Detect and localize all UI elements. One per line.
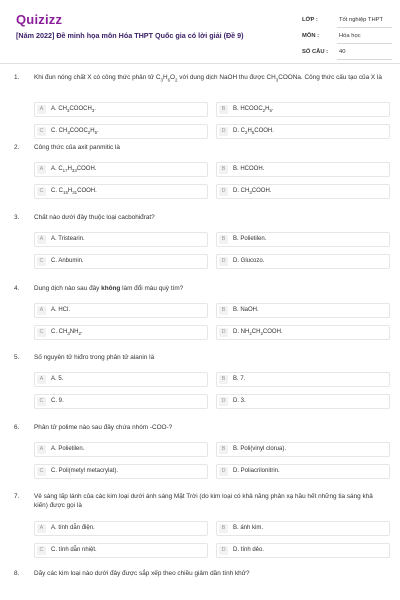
option-letter-badge: A — [37, 445, 46, 454]
option-letter-badge: B — [219, 306, 228, 315]
option-letter-badge: B — [219, 105, 228, 114]
answer-option-a[interactable] — [34, 442, 208, 457]
option-text: B. NaOH. — [233, 307, 259, 313]
answer-option-a[interactable] — [34, 102, 208, 117]
option-text: A. $CH_3COOCH_3$. — [51, 106, 96, 114]
option-letter-badge: A — [37, 524, 46, 533]
option-text: A. tính dẫn điện. — [51, 525, 95, 531]
answer-option-a[interactable] — [34, 303, 208, 318]
answer-option-d[interactable] — [216, 394, 390, 409]
answer-option-c[interactable] — [34, 543, 208, 558]
option-letter-badge: C — [37, 546, 46, 555]
option-text: D. Glucozo. — [233, 258, 265, 264]
question-number: 4. — [14, 285, 20, 292]
option-letter-badge: A — [37, 306, 46, 315]
option-letter-badge: B — [219, 445, 228, 454]
answer-option-c[interactable] — [34, 464, 208, 479]
answer-option-b[interactable] — [216, 442, 390, 457]
worksheet-meta — [302, 14, 392, 62]
answer-option-a[interactable] — [34, 232, 208, 247]
option-text: B. Polietilen. — [233, 236, 267, 242]
question-1 — [0, 74, 400, 136]
option-text: B. Poli(vinyl clorua). — [233, 446, 287, 452]
question-6 — [0, 424, 400, 474]
option-letter-badge: D — [219, 546, 228, 555]
question-3 — [0, 214, 400, 264]
question-text: Khi đun nóng chất X có công thức phân tử $C_3H_6O_2$ với dung dịch NaOH thu được $CH_3COONa$. Công thức cấu tạo của X là — [34, 74, 382, 83]
meta-value: 40 — [339, 49, 346, 55]
option-text: C. tính dẫn nhiệt. — [51, 547, 97, 553]
question-number: 2. — [14, 144, 20, 151]
header-divider — [0, 63, 400, 64]
answer-option-c[interactable] — [34, 325, 208, 340]
answer-option-c[interactable] — [34, 124, 208, 139]
option-text: C. 9. — [51, 398, 64, 404]
worksheet-header — [0, 0, 400, 60]
option-letter-badge: D — [219, 257, 228, 266]
meta-underline — [337, 27, 392, 28]
option-text: A. Polietilen. — [51, 446, 85, 452]
option-text: C. $CH_3COOC_2H_5$. — [51, 128, 99, 136]
answer-option-d[interactable] — [216, 254, 390, 269]
option-text: B. 7. — [233, 376, 246, 382]
question-number: 7. — [14, 493, 20, 500]
meta-underline — [337, 59, 392, 60]
option-text: D. tính dẻo. — [233, 547, 265, 553]
answer-option-a[interactable] — [34, 521, 208, 536]
option-letter-badge: D — [219, 397, 228, 406]
question-4 — [0, 285, 400, 337]
option-letter-badge: C — [37, 397, 46, 406]
option-text: A. 5. — [51, 376, 64, 382]
option-text: D. 3. — [233, 398, 246, 404]
answer-option-c[interactable] — [34, 184, 208, 199]
quizizz-logo: Quizizz — [16, 12, 63, 27]
answer-option-d[interactable] — [216, 325, 390, 340]
question-2 — [0, 144, 400, 196]
question-number: 5. — [14, 354, 20, 361]
option-letter-badge: D — [219, 127, 228, 136]
answer-option-d[interactable] — [216, 543, 390, 558]
option-letter-badge: A — [37, 105, 46, 114]
meta-underline — [337, 43, 392, 44]
question-text: Số nguyên tử hiđro trong phân tử alanin là — [34, 354, 155, 361]
option-letter-badge: C — [37, 257, 46, 266]
option-text: B. $HCOOC_2H_5$. — [233, 106, 274, 114]
meta-key: SỐ CÂU : — [302, 49, 329, 55]
answer-option-b[interactable] — [216, 162, 390, 177]
meta-key: LỚP : — [302, 17, 318, 23]
option-text: A. HCl. — [51, 307, 71, 313]
option-letter-badge: C — [37, 328, 46, 337]
question-number: 6. — [14, 424, 20, 431]
question-text: Công thức của axit panmitic là — [34, 144, 120, 151]
answer-option-c[interactable] — [34, 394, 208, 409]
answer-option-b[interactable] — [216, 102, 390, 117]
option-text: D. $CH_3COOH$. — [233, 188, 272, 196]
option-text: B. HCOOH. — [233, 166, 265, 172]
option-text: D. $C_2H_5COOH$. — [233, 128, 274, 136]
option-text: B. ánh kim. — [233, 525, 264, 531]
option-letter-badge: A — [37, 375, 46, 384]
option-letter-badge: B — [219, 524, 228, 533]
option-text: C. Poli(metyl metacrylat). — [51, 468, 119, 474]
meta-value: Hóa học — [339, 33, 361, 39]
question-number: 3. — [14, 214, 20, 221]
question-number: 1. — [14, 74, 20, 81]
meta-row-count — [302, 46, 392, 62]
option-letter-badge: C — [37, 467, 46, 476]
question-number: 8. — [14, 570, 20, 577]
option-letter-badge: D — [219, 187, 228, 196]
option-text: A. Tristearin. — [51, 236, 85, 242]
meta-key: MÔN : — [302, 33, 320, 39]
option-letter-badge: B — [219, 375, 228, 384]
answer-option-d[interactable] — [216, 124, 390, 139]
option-letter-badge: A — [37, 165, 46, 174]
option-letter-badge: C — [37, 127, 46, 136]
meta-value: Tốt nghiệp THPT — [339, 17, 384, 23]
answer-option-b[interactable] — [216, 232, 390, 247]
question-text: Chất nào dưới đây thuộc loại cacbohiđrat? — [34, 214, 155, 221]
answer-option-a[interactable] — [34, 372, 208, 387]
meta-row-class — [302, 14, 392, 30]
option-letter-badge: D — [219, 467, 228, 476]
question-5 — [0, 354, 400, 404]
option-letter-badge: B — [219, 165, 228, 174]
option-letter-badge: C — [37, 187, 46, 196]
option-text: C. Anbumin. — [51, 258, 84, 264]
meta-row-subject — [302, 30, 392, 46]
option-text: C. $C_{15}H_{31}COOH$. — [51, 188, 97, 196]
option-letter-badge: B — [219, 235, 228, 244]
answer-option-d[interactable] — [216, 184, 390, 199]
question-text: Dung dịch nào sau đây không làm đổi màu quỳ tím? — [34, 285, 184, 292]
option-letter-badge: A — [37, 235, 46, 244]
question-text: Phân tử polime nào sau đây chứa nhóm -COO-? — [34, 424, 173, 431]
question-text: Vẻ sáng lấp lánh của các kim loại dưới ánh sáng Mặt Trời (do kim loại có khả năng phản xạ hầu hết những tia sáng khả kiến) được gọi là — [34, 493, 373, 509]
question-7 — [0, 493, 400, 553]
answer-option-b[interactable] — [216, 372, 390, 387]
question-8 — [0, 570, 400, 579]
option-text: C. $CH_3NH_2$. — [51, 329, 83, 337]
worksheet-title: [Năm 2022] Đề minh họa môn Hóa THPT Quốc gia có lời giải (Đề 9) — [16, 31, 244, 40]
answer-option-a[interactable] — [34, 162, 208, 177]
answer-option-c[interactable] — [34, 254, 208, 269]
option-text: D. $NH_2CH_2COOH$. — [233, 329, 283, 337]
answer-option-d[interactable] — [216, 464, 390, 479]
question-text: Dãy các kim loại nào dưới đây được sắp xếp theo chiều giảm dần tính khử? — [34, 570, 250, 577]
option-text: D. Poliacrilonitrin. — [233, 468, 280, 474]
option-letter-badge: D — [219, 328, 228, 337]
option-text: A. $C_{17}H_{33}COOH$. — [51, 166, 97, 174]
answer-option-b[interactable] — [216, 521, 390, 536]
answer-option-b[interactable] — [216, 303, 390, 318]
